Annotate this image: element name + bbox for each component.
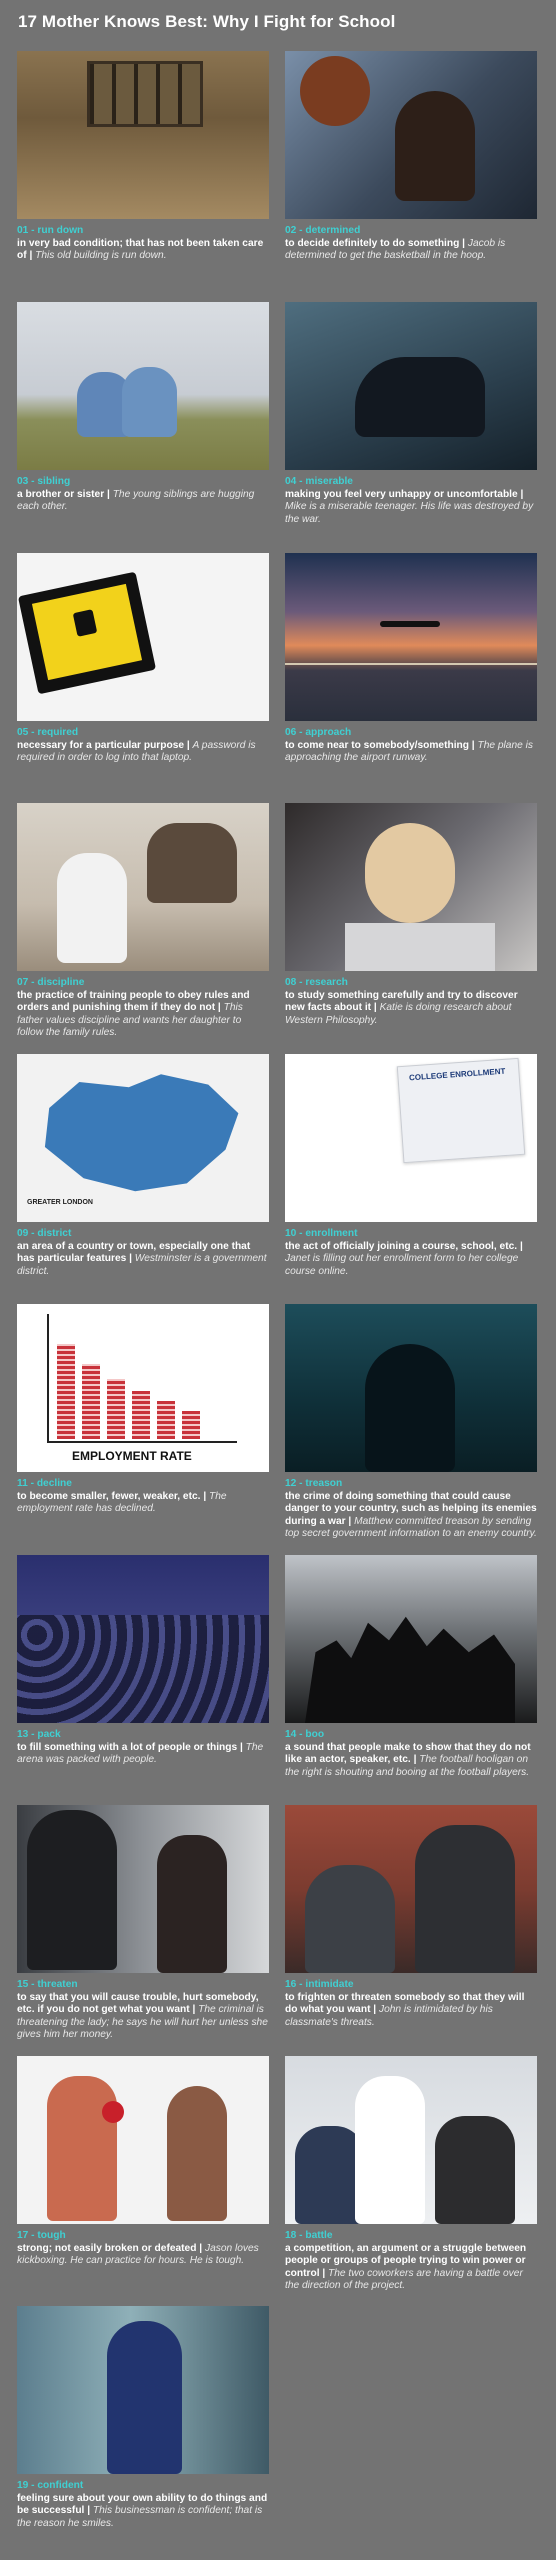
employment-rate-chart <box>17 1304 269 1472</box>
vocab-term: 09 - district <box>17 1228 72 1239</box>
vocab-example: Westminster is a government district. <box>17 1253 267 1277</box>
criminal-shape <box>27 1810 117 1970</box>
vocab-example: This old building is run down. <box>35 250 167 261</box>
separator: | <box>410 1754 420 1765</box>
vocab-example: A password is required in order to log into that laptop. <box>17 739 256 763</box>
crowded-arena-photo <box>17 1555 269 1723</box>
separator: | <box>189 2004 199 2015</box>
siblings-hugging-photo <box>17 302 269 470</box>
vocab-example: Katie is doing research about Western Philosophy. <box>285 1002 512 1026</box>
vocab-card <box>285 51 537 263</box>
vocab-term: 02 - determined <box>285 225 361 236</box>
vocab-term: 13 - pack <box>17 1729 61 1740</box>
separator: | <box>196 2242 205 2254</box>
vocab-caption <box>17 225 269 263</box>
vocab-definition: the crime of doing something that could cause danger to your country, such as helping its enemies during a war <box>285 1490 537 1527</box>
chart-bar <box>82 1364 100 1439</box>
vocab-card <box>285 553 537 765</box>
vocab-card <box>285 1304 537 1541</box>
vocab-caption <box>17 1228 269 1278</box>
father-daughter-photo <box>17 803 269 971</box>
football-fans-photo <box>285 1555 537 1723</box>
vocab-term: 06 - approach <box>285 727 352 738</box>
boy-left-shape <box>305 1865 395 1973</box>
vocab-card <box>285 302 537 526</box>
vocab-definition-line <box>285 1491 537 1541</box>
boy-basketball-photo <box>285 51 537 219</box>
vocab-definition: a sound that people make to show that they do not like an actor, speaker, etc. <box>285 1741 531 1765</box>
vocab-example: The plane is approaching the airport runway. <box>285 739 533 763</box>
vocab-term: 01 - run down <box>17 225 84 236</box>
woman-studying-photo <box>285 803 537 971</box>
vocab-caption <box>17 2480 269 2530</box>
vocab-caption <box>285 977 537 1027</box>
vocab-example: The criminal is threatening the lady; he says he will hurt her unless she gives him her money. <box>17 2004 268 2040</box>
enrollment-form-photo <box>285 1054 537 1222</box>
sitting-person-shape <box>355 357 485 437</box>
vocab-definition: to frighten or threaten somebody so that they will do what you want <box>285 1991 525 2015</box>
vocab-definition: making you feel very unhappy or uncomfortable <box>285 488 518 500</box>
hacker-silhouette-shape <box>365 1344 455 1472</box>
vocab-definition-line <box>17 489 269 514</box>
separator: | <box>468 739 478 751</box>
plane-runway-photo <box>285 553 537 721</box>
chart-label: EMPLOYMENT RATE <box>72 1449 192 1463</box>
chart-bar <box>157 1401 175 1439</box>
boxer-right-shape <box>167 2086 227 2221</box>
vocab-definition-line <box>17 238 269 263</box>
vocab-example: Jason loves kickboxing. He can practice for hours. He is tough. <box>17 2242 259 2266</box>
separator: | <box>459 237 468 249</box>
vocab-term: 15 - threaten <box>17 1979 78 1990</box>
vocab-definition: the act of officially joining a course, school, etc. <box>285 1240 518 1252</box>
person-3-shape <box>435 2116 515 2224</box>
separator: | <box>184 739 193 751</box>
vocab-term: 19 - confident <box>17 2480 84 2491</box>
vocab-definition-line <box>285 1742 537 1780</box>
separator: | <box>26 250 36 261</box>
vocab-definition-line <box>17 1742 269 1767</box>
separator: | <box>104 488 113 500</box>
vocab-caption <box>17 1729 269 1767</box>
chart-bar <box>107 1379 125 1439</box>
vocab-example: This father values discipline and wants her daughter to follow the family rules. <box>17 1002 243 1038</box>
chart-axis-y <box>47 1314 49 1442</box>
vocab-example: The two coworkers are having a battle over the direction of the project. <box>285 2267 523 2291</box>
separator: | <box>345 1515 355 1527</box>
vocab-example: Mike is a miserable teenager. His life was destroyed by the war. <box>285 501 534 525</box>
person-2-shape <box>355 2076 425 2224</box>
office-argument-photo <box>285 2056 537 2224</box>
kickboxing-photo <box>17 2056 269 2224</box>
vocab-definition: to decide definitely to do something <box>285 237 460 249</box>
vocab-caption <box>17 2230 269 2268</box>
vocab-definition: in very bad condition; that has not been taken care of <box>17 237 264 261</box>
vocab-definition: a competition, an argument or a struggle between people or groups of people trying to win power or control <box>285 2242 527 2279</box>
vocab-caption <box>285 727 537 765</box>
vocab-card <box>17 302 269 514</box>
vocab-term: 04 - miserable <box>285 476 353 487</box>
lady-shape <box>157 1835 227 1973</box>
laptop-shape <box>345 923 495 971</box>
girl-shape <box>57 853 127 963</box>
vocab-term: 08 - research <box>285 977 348 988</box>
vocab-definition-line <box>17 990 269 1040</box>
vocab-definition-line <box>285 990 537 1028</box>
separator: | <box>517 1240 523 1252</box>
vocab-caption <box>17 977 269 1040</box>
vocab-definition-line <box>17 2243 269 2268</box>
vocab-caption <box>285 2230 537 2293</box>
separator: | <box>517 488 524 500</box>
vocab-definition: to become smaller, fewer, weaker, etc. <box>17 1490 201 1502</box>
vocab-definition-line <box>285 238 537 263</box>
vocab-definition: an area of a country or town, especially one that has particular features <box>17 1240 251 1264</box>
vocab-example: The employment rate has declined. <box>17 1490 227 1514</box>
page-title: 17 Mother Knows Best: Why I Fight for School <box>18 12 396 31</box>
vocab-caption <box>17 476 269 514</box>
greater-london-map <box>17 1054 269 1222</box>
separator: | <box>200 1490 209 1502</box>
hooded-hacker-photo <box>285 1304 537 1472</box>
chart-bar <box>132 1391 150 1439</box>
vocab-card <box>17 553 269 765</box>
vocab-example: The arena was packed with people. <box>17 1741 264 1765</box>
vocab-card <box>17 1555 269 1767</box>
vocab-definition-line <box>17 740 269 765</box>
separator: | <box>319 2267 329 2279</box>
vocab-card <box>17 2306 269 2530</box>
vocab-card <box>17 1805 269 2042</box>
vocab-caption <box>17 1979 269 2042</box>
vocab-definition-line <box>17 1992 269 2042</box>
crowd-shape <box>17 1615 269 1723</box>
vocab-caption <box>285 1228 537 1278</box>
vocab-example: John is intimidated by his classmate's threats. <box>285 2004 493 2028</box>
vocab-card <box>285 1805 537 2029</box>
separator: | <box>84 2505 93 2516</box>
vocab-caption <box>17 727 269 765</box>
vocab-caption <box>285 476 537 526</box>
vocab-definition: the practice of training people to obey rules and orders and punishing them if they do not <box>17 989 250 1013</box>
basketball-shape <box>300 56 370 126</box>
boy-right-shape <box>415 1825 515 1973</box>
vocab-definition: to study something carefully and try to discover new facts about it <box>285 989 518 1013</box>
vocab-example: The football hooligan on the right is shouting and booing at the football players. <box>285 1754 530 1778</box>
boys-intimidation-photo <box>285 1805 537 1973</box>
chart-bar <box>182 1411 200 1439</box>
vocab-card <box>285 1054 537 1278</box>
child-right-shape <box>122 367 177 437</box>
vocab-caption <box>285 225 537 263</box>
vocab-card <box>285 803 537 1027</box>
chart-bar <box>57 1344 75 1439</box>
old-building-window-photo <box>17 51 269 219</box>
vocab-term: 11 - decline <box>17 1478 72 1489</box>
vocab-definition: to come near to somebody/something <box>285 739 469 751</box>
vocab-term: 16 - intimidate <box>285 1979 354 1990</box>
vocab-definition: to fill something with a lot of people or things <box>17 1741 238 1753</box>
window-bars-shape <box>87 61 203 127</box>
vocab-card <box>285 2056 537 2293</box>
criminal-threatening-photo <box>17 1805 269 1973</box>
vocab-term: 10 - enrollment <box>285 1228 358 1239</box>
vocab-term: 14 - boo <box>285 1729 325 1740</box>
vocab-definition-line <box>285 740 537 765</box>
vocab-definition: necessary for a particular purpose <box>17 739 185 751</box>
vocab-example: Matthew committed treason by sending top secret government information to an enemy country. <box>285 1515 537 1539</box>
vocab-example: Janet is filling out her enrollment form to her college course online. <box>285 1253 519 1277</box>
vocab-definition-line <box>285 489 537 527</box>
map-label: GREATER LONDON <box>27 1199 93 1206</box>
father-shape <box>147 823 237 903</box>
businessman-shape <box>107 2321 182 2474</box>
vocab-definition-line <box>17 1491 269 1516</box>
form-label: COLLEGE ENROLLMENT <box>408 1066 506 1083</box>
separator: | <box>215 1002 224 1013</box>
vocab-definition-line <box>17 2493 269 2531</box>
vocab-term: 03 - sibling <box>17 476 71 487</box>
vocab-definition: to say that you will cause trouble, hurt somebody, etc. if you do not get what you want <box>17 1991 259 2015</box>
confident-businessman-photo <box>17 2306 269 2474</box>
vocab-term: 07 - discipline <box>17 977 85 988</box>
separator: | <box>126 1253 135 1264</box>
vocab-definition-line <box>17 1241 269 1279</box>
vocab-example: The young siblings are hugging each other. <box>17 488 255 512</box>
vocab-card <box>285 1555 537 1779</box>
vocab-definition: a brother or sister <box>17 488 105 500</box>
separator: | <box>371 1002 380 1013</box>
separator: | <box>370 2004 379 2015</box>
vocab-caption <box>285 1729 537 1779</box>
vocab-example: This businessman is confident; that is the reason he smiles. <box>17 2505 263 2529</box>
vocab-card <box>17 2056 269 2268</box>
password-lock-screen-photo <box>17 553 269 721</box>
chart-axis-x <box>47 1441 237 1443</box>
vocab-card <box>17 1054 269 1278</box>
vocab-example: Jacob is determined to get the basketball in the hoop. <box>285 237 506 261</box>
vocab-caption <box>285 1478 537 1541</box>
vocab-definition-line <box>285 1241 537 1279</box>
vocab-definition: strong; not easily broken or defeated <box>17 2242 197 2254</box>
vocab-term: 17 - tough <box>17 2230 66 2241</box>
vocab-card <box>17 1304 269 1516</box>
london-map-shape <box>32 1069 247 1199</box>
vocab-card <box>17 803 269 1040</box>
vocab-term: 12 - treason <box>285 1478 343 1489</box>
fans-silhouette-shape <box>305 1605 515 1723</box>
vocab-caption <box>285 1979 537 2029</box>
vocab-caption <box>17 1478 269 1516</box>
vocab-card <box>17 51 269 263</box>
sad-teenager-photo <box>285 302 537 470</box>
woman-head-shape <box>365 823 455 923</box>
boy-silhouette-shape <box>395 91 475 201</box>
runway-light-shape <box>285 663 537 665</box>
vocab-term: 05 - required <box>17 727 79 738</box>
vocab-term: 18 - battle <box>285 2230 333 2241</box>
plane-shape <box>380 621 440 627</box>
vocab-definition-line <box>285 1992 537 2030</box>
boxing-glove-shape <box>102 2101 124 2123</box>
vocab-definition-line <box>285 2243 537 2293</box>
vocab-definition: feeling sure about your own ability to do things and be successful <box>17 2492 268 2516</box>
boxer-left-shape <box>47 2076 117 2221</box>
separator: | <box>237 1741 246 1753</box>
